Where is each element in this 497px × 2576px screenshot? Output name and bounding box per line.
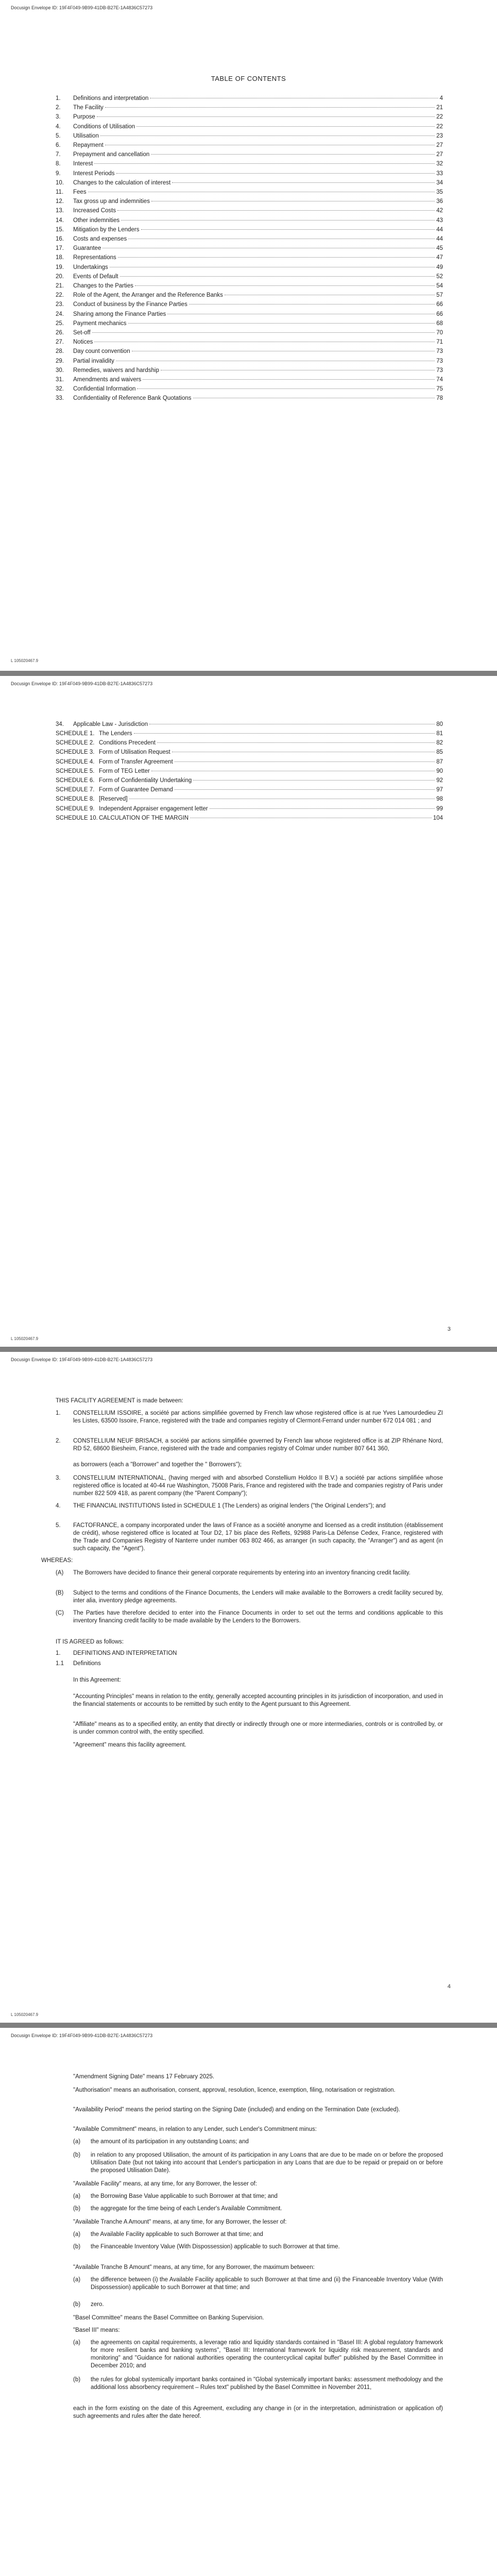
- entry-page: 23: [436, 132, 443, 139]
- entry-number: 14.: [56, 217, 64, 224]
- entry-number: SCHEDULE 3.: [56, 749, 95, 756]
- entry-page: 52: [436, 273, 443, 280]
- entry-page: 22: [436, 114, 443, 121]
- entry-page: 45: [436, 245, 443, 252]
- entry-title: Mitigation by the Lenders: [73, 226, 140, 233]
- entry-title: Confidentiality of Reference Bank Quotations: [73, 395, 192, 402]
- item-text: the Available Facility applicable to such Borrower at that time; and: [91, 2231, 263, 2238]
- entry-title: Confidential Information: [73, 386, 136, 393]
- entry-number: 13.: [56, 208, 64, 214]
- toc-entry[interactable]: [56, 330, 443, 338]
- entry-page: 43: [436, 217, 443, 224]
- whereas-label: WHEREAS:: [41, 1557, 73, 1564]
- entry-number: 25.: [56, 320, 64, 327]
- entry-number: 22.: [56, 292, 64, 299]
- schedule-entry[interactable]: [56, 806, 443, 815]
- item-num: (b): [73, 2244, 81, 2250]
- section-num: 1.: [56, 1650, 61, 1656]
- recital-num: (C): [56, 1610, 64, 1616]
- entry-title: Independent Appraiser engagement letter: [99, 805, 208, 812]
- entry-page: 22: [436, 123, 443, 130]
- dot-leader: [134, 733, 435, 734]
- entry-page: 99: [436, 805, 443, 812]
- entry-page: 73: [436, 348, 443, 355]
- entry-title: Costs and expenses: [73, 236, 127, 242]
- entry-number: SCHEDULE 10.: [56, 815, 98, 821]
- toc-entry[interactable]: [56, 161, 443, 170]
- item-text: the Borrowing Base Value applicable to such Borrower at that time; and: [91, 2193, 278, 2199]
- entry-page: 47: [436, 255, 443, 261]
- entry-title: The Lenders: [99, 731, 132, 737]
- entry-page: 104: [433, 815, 443, 821]
- entry-title: Purpose: [73, 114, 95, 121]
- entry-title: Form of Transfer Agreement: [99, 758, 173, 765]
- page-4: [0, 2028, 497, 2576]
- entry-title: CALCULATION OF THE MARGIN: [99, 815, 189, 821]
- dot-leader: [97, 116, 435, 117]
- definition-available-facility: "Available Facility" means, at any time, for any Borrower, the lesser of:: [73, 2181, 257, 2187]
- entry-page: 74: [436, 377, 443, 383]
- entry-number: 12.: [56, 198, 64, 205]
- entry-title: Fees: [73, 189, 87, 195]
- entry-number: 34.: [56, 721, 64, 727]
- dot-leader: [105, 107, 435, 108]
- entry-number: 30.: [56, 367, 64, 374]
- entry-number: 21.: [56, 283, 64, 289]
- entry-title: Increased Costs: [73, 208, 116, 214]
- entry-number: 3.: [56, 114, 61, 121]
- toc-entry[interactable]: [56, 189, 443, 198]
- envelope-id: Docusign Envelope ID: 19F4F049-9B99-41DB-B27E-1A4836C57273: [11, 681, 153, 686]
- agreement-intro: THIS FACILITY AGREEMENT is made between:: [56, 1398, 183, 1404]
- toc-entry[interactable]: [56, 301, 443, 310]
- entry-title: Form of Confidentiality Undertaking: [99, 777, 192, 784]
- item-text: the agreements on capital requirements, a leverage ratio and liquidity standards contained in "Basel III: A global regulatory framework for more resilient banks and banking systems", "Basel III: International framework for liquidity risk measurement, standards and monitoring" and "Guidance for national authorities operating the countercyclical capital buffer" published by the Basel Committee in December 2010; and: [91, 2340, 443, 2369]
- envelope-id: Docusign Envelope ID: 19F4F049-9B99-41DB-B27E-1A4836C57273: [11, 1357, 153, 1362]
- entry-title: Partial invalidity: [73, 358, 114, 364]
- entry-page: 27: [436, 142, 443, 148]
- recital-text: Subject to the terms and conditions of the Finance Documents, the Lenders will make available to the Borrowers a credit facility secured by, inter alia, inventory pledge agreements.: [73, 1590, 443, 1604]
- entry-page: 44: [436, 236, 443, 242]
- item-num: (a): [73, 2277, 81, 2283]
- entry-page: 87: [436, 758, 443, 765]
- entry-page: 73: [436, 358, 443, 364]
- entry-number: 20.: [56, 273, 64, 280]
- entry-title: Form of Guarantee Demand: [99, 787, 173, 793]
- doc-ref: L 105020467.9: [11, 1336, 39, 1341]
- item-text: the difference between (i) the Available Facility applicable to such Borrower at that time and (ii) the Financeable Inventory Value (With Dispossession) applicable to such Borrower at that time; and: [91, 2277, 443, 2291]
- entry-number: 31.: [56, 377, 64, 383]
- entry-page: 82: [436, 740, 443, 747]
- entry-title: Tax gross up and indemnities: [73, 198, 150, 205]
- schedule-entry[interactable]: [56, 731, 443, 739]
- dot-leader: [118, 257, 435, 258]
- page-2: [0, 676, 497, 1347]
- entry-title: Prepayment and cancellation: [73, 151, 150, 158]
- toc-entry[interactable]: [56, 264, 443, 273]
- entry-title: Sharing among the Finance Parties: [73, 311, 166, 317]
- page-number: 3: [447, 1326, 451, 1332]
- item-num: (b): [73, 2206, 81, 2212]
- subsection-title: Definitions: [73, 1660, 101, 1667]
- entry-number: 7.: [56, 151, 61, 158]
- entry-title: Amendments and waivers: [73, 377, 142, 383]
- party-text: THE FINANCIAL INSTITUTIONS listed in SCHEDULE 1 (The Lenders) as original lenders ("the Original Lenders"); and: [73, 1503, 386, 1509]
- dot-leader: [92, 332, 435, 333]
- entry-number: 29.: [56, 358, 64, 364]
- recital-num: (A): [56, 1570, 64, 1576]
- entry-number: 27.: [56, 339, 64, 346]
- entry-number: 19.: [56, 264, 64, 270]
- toc-entry[interactable]: [56, 124, 443, 132]
- item-text: in relation to any proposed Utilisation, the amount of its participation in any Loans that are due to be made on or before the proposed Utilisation Date (but not taking into account that Lender's participation in any Loans that are due to be repaid or prepaid on or before the proposed Utilisation Date).: [91, 2152, 443, 2174]
- entry-number: 17.: [56, 245, 64, 252]
- toc-entry[interactable]: [56, 236, 443, 245]
- toc-entry[interactable]: [56, 180, 443, 189]
- definition-amendment-signing-date: "Amendment Signing Date" means 17 February 2025.: [73, 2074, 215, 2080]
- toc-entry[interactable]: [56, 171, 443, 179]
- entry-title: Day count convention: [73, 348, 130, 355]
- toc-entry[interactable]: [56, 151, 443, 160]
- entry-number: 11.: [56, 189, 64, 195]
- entry-page: 75: [436, 386, 443, 393]
- entry-number: 28.: [56, 348, 64, 355]
- entry-title: Payment mechanics: [73, 320, 127, 327]
- entry-number: SCHEDULE 1.: [56, 731, 95, 737]
- recital-text: The Parties have therefore decided to enter into the Finance Documents in order to set out the terms and conditions applicable to this inventory financing credit facility to be made available by the Lenders to the Borrowers.: [73, 1610, 443, 1624]
- definition-basel-committee: "Basel Committee" means the Basel Committee on Banking Supervision.: [73, 2315, 264, 2321]
- toc-entry[interactable]: [56, 283, 443, 292]
- recital-text: The Borrowers have decided to finance their general corporate requirements by entering into an inventory financing credit facility.: [73, 1570, 411, 1576]
- schedule-entry[interactable]: [56, 815, 443, 824]
- dot-leader: [94, 163, 435, 164]
- entry-title: Form of TEG Letter: [99, 768, 150, 774]
- item-num: (b): [73, 2152, 81, 2158]
- entry-page: 32: [436, 161, 443, 167]
- entry-number: 26.: [56, 330, 64, 336]
- item-num: (a): [73, 2231, 81, 2238]
- entry-number: 16.: [56, 236, 64, 242]
- envelope-id: Docusign Envelope ID: 19F4F049-9B99-41DB-B27E-1A4836C57273: [11, 2033, 153, 2038]
- dot-leader: [117, 210, 435, 211]
- party-num: 1.: [56, 1410, 61, 1416]
- toc-entry[interactable]: [56, 208, 443, 216]
- dot-leader: [135, 285, 435, 286]
- borrower-note: as borrowers (each a "Borrower" and together the " Borrowers");: [73, 1462, 242, 1468]
- doc-ref: L 105020467.9: [11, 658, 39, 663]
- entry-page: 66: [436, 311, 443, 317]
- toc-title: TABLE OF CONTENTS: [211, 75, 286, 82]
- schedule-entry[interactable]: [56, 749, 443, 758]
- entry-number: SCHEDULE 7.: [56, 787, 95, 793]
- party-text: CONSTELLIUM ISSOIRE, a société par actions simplifiée governed by French law whose registered office is at rue Yves Lamourdedieu ZI les Listes, 63500 Issoire, France, registered with the trade and companies registry of Clermont-Ferrand under number 672 014 081 ; and: [73, 1410, 443, 1424]
- definition-basel-iii: "Basel III" means:: [73, 2327, 120, 2333]
- dot-leader: [100, 135, 435, 136]
- definition-agreement: "Agreement" means this facility agreement.: [73, 1742, 186, 1748]
- toc-entry[interactable]: [56, 386, 443, 395]
- definition-authorisation: "Authorisation" means an authorisation, consent, approval, resolution, licence, exemption, filing, notarisation or registration.: [73, 2087, 396, 2093]
- dot-leader: [151, 154, 435, 155]
- item-text: the aggregate for the time being of each Lender's Available Commitment.: [91, 2206, 282, 2212]
- entry-page: 90: [436, 768, 443, 774]
- page-3: [0, 1352, 497, 2023]
- entry-number: SCHEDULE 8.: [56, 796, 95, 803]
- item-num: (a): [73, 2193, 81, 2199]
- entry-title: Events of Default: [73, 273, 118, 280]
- definition-availability-period: "Availability Period" means the period starting on the Signing Date (included) and ending on the Termination Date (excluded).: [73, 2107, 400, 2113]
- schedule-entry[interactable]: [56, 768, 443, 777]
- entry-number: 24.: [56, 311, 64, 317]
- party-num: 2.: [56, 1438, 61, 1444]
- item-num: (b): [73, 2377, 81, 2383]
- entry-page: 85: [436, 749, 443, 756]
- recital-num: (B): [56, 1590, 64, 1596]
- toc-entry[interactable]: [56, 339, 443, 348]
- entry-title: Definitions and interpretation: [73, 95, 149, 101]
- agreed-line: IT IS AGREED as follows:: [56, 1639, 124, 1645]
- page-number: 4: [447, 1984, 451, 1990]
- entry-page: 98: [436, 796, 443, 803]
- entry-page: 70: [436, 330, 443, 336]
- entry-number: SCHEDULE 4.: [56, 758, 95, 765]
- item-text: the rules for global systemically important banks contained in "Global systemically important banks: assessment methodology and the additional loss absorbency requirement – Rules text" published by the Basel Committee in November 2011,: [91, 2377, 443, 2391]
- definition-available-commitment: "Available Commitment" means, in relation to any Lender, such Lender's Commitment minus:: [73, 2126, 317, 2132]
- toc-entry[interactable]: [56, 292, 443, 301]
- page-1: [0, 0, 497, 671]
- entry-title: Changes to the Parties: [73, 283, 133, 289]
- in-this-agreement: In this Agreement:: [73, 1677, 121, 1683]
- entry-number: 10.: [56, 179, 64, 186]
- entry-number: 33.: [56, 395, 64, 402]
- toc-entry[interactable]: [56, 274, 443, 282]
- item-text: the amount of its participation in any outstanding Loans; and: [91, 2139, 249, 2145]
- toc-entry[interactable]: [56, 95, 443, 104]
- entry-page: 97: [436, 787, 443, 793]
- dot-leader: [141, 229, 435, 230]
- entry-title: Repayment: [73, 142, 104, 148]
- entry-number: 1.: [56, 95, 61, 101]
- toc-entry[interactable]: [56, 217, 443, 226]
- entry-number: 8.: [56, 161, 61, 167]
- dot-leader: [193, 780, 435, 781]
- toc-entry[interactable]: [56, 395, 443, 404]
- doc-ref: L 105020467.9: [11, 2012, 39, 2017]
- entry-title: Interest Periods: [73, 170, 115, 177]
- entry-number: 4.: [56, 123, 61, 130]
- party-num: 5.: [56, 1522, 61, 1529]
- party-num: 3.: [56, 1475, 61, 1481]
- entry-page: 92: [436, 777, 443, 784]
- party-text: CONSTELLIUM NEUF BRISACH, a société par actions simplifiée governed by French law whose registered office is at ZIP Rhénane Nord, RD 52, 68600 Biesheim, France, registered with the trade and companies registry of Colmar under number 807 641 360,: [73, 1438, 443, 1452]
- basel-iii-tail: each in the form existing on the date of this Agreement, excluding any change in (or in the interpretation, administration or application of) such agreements and rules after the date hereof.: [73, 2405, 443, 2419]
- entry-title: Other indemnities: [73, 217, 120, 224]
- toc-entry[interactable]: [56, 320, 443, 329]
- entry-title: The Facility: [73, 105, 104, 111]
- entry-number: 15.: [56, 226, 64, 233]
- entry-title: Undertakings: [73, 264, 108, 270]
- dot-leader: [175, 761, 435, 762]
- dot-leader: [143, 379, 435, 380]
- entry-page: 66: [436, 301, 443, 308]
- entry-title: Changes to the calculation of interest: [73, 179, 171, 186]
- entry-title: Notices: [73, 339, 93, 346]
- entry-number: 2.: [56, 105, 61, 111]
- entry-number: SCHEDULE 5.: [56, 768, 95, 774]
- entry-number: 6.: [56, 142, 61, 148]
- entry-page: 35: [436, 189, 443, 195]
- entry-page: 68: [436, 320, 443, 327]
- entry-number: 5.: [56, 132, 61, 139]
- toc-entry[interactable]: [56, 377, 443, 385]
- entry-page: 44: [436, 226, 443, 233]
- item-text: the Financeable Inventory Value (With Dispossession) applicable to such Borrower at that time.: [91, 2244, 340, 2250]
- toc-entry[interactable]: [56, 311, 443, 320]
- entry-title: Set-off: [73, 330, 91, 336]
- item-num: (b): [73, 2301, 81, 2308]
- dot-leader: [136, 126, 435, 127]
- entry-title: [Reserved]: [99, 796, 128, 803]
- schedule-entry[interactable]: [56, 787, 443, 795]
- entry-number: SCHEDULE 9.: [56, 805, 95, 812]
- envelope-id: Docusign Envelope ID: 19F4F049-9B99-41DB-B27E-1A4836C57273: [11, 5, 153, 10]
- dot-leader: [121, 220, 435, 221]
- entry-page: 36: [436, 198, 443, 205]
- dot-leader: [137, 388, 435, 389]
- toc-entry[interactable]: [56, 142, 443, 151]
- toc-entry[interactable]: [56, 133, 443, 142]
- dot-leader: [210, 808, 435, 809]
- toc-entry[interactable]: [56, 358, 443, 367]
- entry-title: Guarantee: [73, 245, 101, 252]
- entry-page: 81: [436, 731, 443, 737]
- entry-page: 33: [436, 170, 443, 177]
- entry-page: 42: [436, 208, 443, 214]
- toc-entry[interactable]: [56, 367, 443, 376]
- schedule-entry[interactable]: [56, 740, 443, 749]
- entry-page: 34: [436, 179, 443, 186]
- entry-title: Utilisation: [73, 132, 99, 139]
- entry-title: Applicable Law - Jurisdiction: [73, 721, 148, 727]
- dot-leader: [172, 182, 435, 183]
- toc-entry[interactable]: [56, 198, 443, 207]
- definition-available-tranche-a: "Available Tranche A Amount" means, at any time, for any Borrower, the lesser of:: [73, 2219, 287, 2225]
- entry-number: 9.: [56, 170, 61, 177]
- entry-page: 71: [436, 339, 443, 346]
- section-title: DEFINITIONS AND INTERPRETATION: [73, 1650, 177, 1656]
- entry-number: 18.: [56, 255, 64, 261]
- dot-leader: [128, 323, 435, 324]
- toc-entry[interactable]: [56, 245, 443, 254]
- entry-number: 23.: [56, 301, 64, 308]
- subsection-num: 1.1: [56, 1660, 64, 1667]
- toc-entry[interactable]: [56, 348, 443, 357]
- entry-title: Conduct of business by the Finance Parties: [73, 301, 187, 308]
- entry-page: 57: [436, 292, 443, 299]
- entry-number: SCHEDULE 2.: [56, 740, 95, 747]
- item-num: (a): [73, 2340, 81, 2346]
- definition-accounting-principles: "Accounting Principles" means in relation to the entity, generally accepted accounting principles in its jurisdiction of incorporation, and used in the financial statements or accounts to be remitted by such entity to the Agent pursuant to this Agreement.: [73, 1693, 443, 1707]
- schedule-entry[interactable]: [56, 796, 443, 805]
- entry-page: 78: [436, 395, 443, 402]
- toc-entry[interactable]: [56, 721, 443, 730]
- party-num: 4.: [56, 1503, 61, 1509]
- entry-page: 49: [436, 264, 443, 270]
- party-text: FACTOFRANCE, a company incorporated under the laws of France as a société anonyme and licensed as a credit institution (établissement de crédit), whose registered office is located at Tour D2, 17 bis place des Reflets, 92988 Paris-La Défense Cedex, France, registered with the Trade and Companies Registry of Nanterre under number 063 802 466, as arranger (in such capacity, the "Arranger") and as agent (in such capacity, the "Agent").: [73, 1522, 443, 1552]
- dot-leader: [116, 173, 435, 174]
- dot-leader: [175, 789, 435, 790]
- toc-entry[interactable]: [56, 227, 443, 235]
- entry-page: 27: [436, 151, 443, 158]
- definition-affiliate: "Affiliate" means as to a specified entity, an entity that directly or indirectly through one or more intermediaries, controls or is controlled by, or is under common control with, the entity specified.: [73, 1721, 443, 1735]
- entry-number: SCHEDULE 6.: [56, 777, 95, 784]
- toc-entry[interactable]: [56, 105, 443, 113]
- entry-title: Remedies, waivers and hardship: [73, 367, 159, 374]
- item-text: zero.: [91, 2301, 104, 2308]
- dot-leader: [157, 742, 435, 743]
- entry-title: Conditions Precedent: [99, 740, 156, 747]
- item-num: (a): [73, 2139, 81, 2145]
- entry-number: 32.: [56, 386, 64, 393]
- schedule-entry[interactable]: [56, 777, 443, 786]
- schedule-entry[interactable]: [56, 759, 443, 768]
- entry-title: Role of the Agent, the Arranger and the Reference Banks: [73, 292, 223, 299]
- party-text: CONSTELLIUM INTERNATIONAL, (having merged with and absorbed Constellium Holdco II B.V.) a société par actions simplifiée whose registered office is located at 40-44 rue Washington, 75008 Paris, France and registered with the trade and companies registry of Paris under number 822 509 418, as parent company (the "Parent Company");: [73, 1475, 443, 1497]
- entry-page: 54: [436, 283, 443, 289]
- toc-entry[interactable]: [56, 255, 443, 263]
- definition-available-tranche-b: "Available Tranche B Amount" means, at any time, for any Borrower, the maximum between:: [73, 2264, 315, 2270]
- entry-title: Representations: [73, 255, 116, 261]
- entry-title: Interest: [73, 161, 93, 167]
- dot-leader: [120, 276, 435, 277]
- toc-entry[interactable]: [56, 114, 443, 123]
- entry-page: 73: [436, 367, 443, 374]
- entry-title: Conditions of Utilisation: [73, 123, 135, 130]
- entry-page: 4: [439, 95, 443, 101]
- entry-page: 21: [436, 105, 443, 111]
- entry-page: 80: [436, 721, 443, 727]
- entry-title: Form of Utilisation Request: [99, 749, 170, 756]
